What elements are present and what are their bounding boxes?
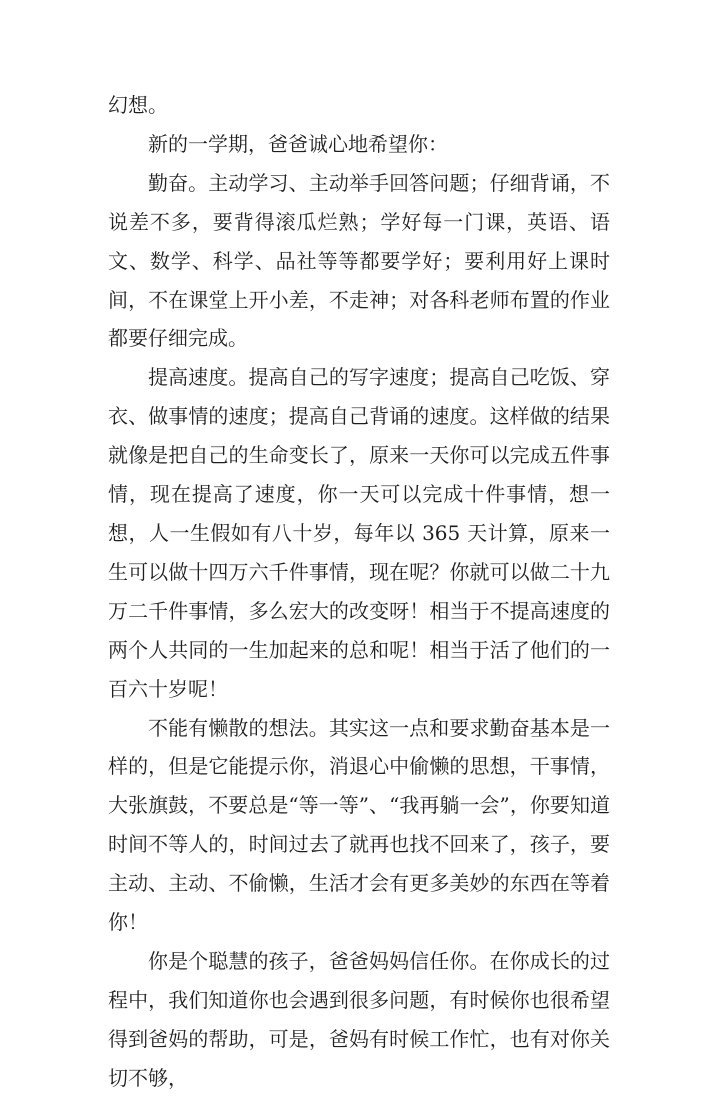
paragraph-continuation: 幻想。 bbox=[108, 93, 168, 117]
paragraph-speed: 提高速度。提高自己的写字速度；提高自己吃饭、穿衣、做事情的速度；提高自己背诵的速度。这样做的结果就像是把自己的生命变长了，原来一天你可以完成五件事情，现在提高了速度，你一天可以完成十件事情，想一想，人一生假如有八十岁，每年以 365 天计算，原来一生可以做十四万六千件事情，现在呢？你就可以做二十九万二千件事情，多么宏大的改变呀！相当于不提高速度的两个人共同的一生加起来的总和呢！相当于活了他们的一百六十岁呢！ bbox=[108, 365, 610, 701]
document-body bbox=[108, 86, 610, 1098]
paragraph-intro: 新的一学期，爸爸诚心地希望你： bbox=[148, 131, 448, 156]
paragraph-diligence: 勤奋。主动学习、主动举手回答问题；仔细背诵，不说差不多，要背得滚瓜烂熟；学好每一门课，英语、语文、数学、科学、品社等等都要学好；要利用好上课时间，不在课堂上开小差，不走神；对各科老师布置的作业都要仔细完成。 bbox=[108, 170, 610, 351]
paragraph-no-laziness: 不能有懒散的想法。其实这一点和要求勤奋基本是一样的，但是它能提示你，消退心中偷懒的思想，干事情，大张旗鼓，不要总是“等一等”、“我再躺一会”，你要知道时间不等人的，时间过去了就再也找不回来了，孩子，要主动、主动、不偷懒，生活才会有更多美妙的东西在等着你！ bbox=[108, 715, 610, 935]
paragraph-trust: 你是个聪慧的孩子，爸爸妈妈信任你。在你成长的过程中，我们知道你也会遇到很多问题，有时候你也很希望得到爸妈的帮助，可是，爸妈有时候工作忙，也有对你关切不够， bbox=[108, 948, 610, 1090]
